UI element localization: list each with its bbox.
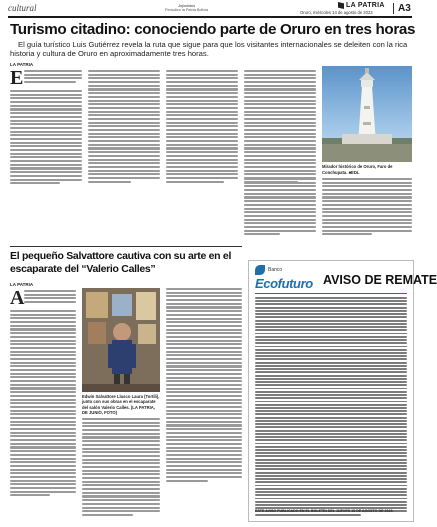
- second-headline: El pequeño Salvattore cautiva con su arte en el escaparate del “Valerio Calles”: [10, 250, 232, 275]
- main-headline: Turismo citadino: conociendo parte de Oruro en tres horas: [10, 21, 416, 38]
- second-photo-caption: Edwin Salvattore Llusco Laura (Tortili), junto con sus obras en el escaparate del salón Valerio Calles. (LA PATRIA, DE JUNIO, FOTO): [82, 394, 160, 416]
- ad-bank-label: Banco: [268, 267, 283, 273]
- ad-body: [255, 297, 407, 516]
- main-col-3: [166, 70, 238, 183]
- brand-block: [165, 3, 208, 12]
- ecofuturo-leaf-icon: [255, 265, 265, 275]
- main-col-4b: [244, 178, 316, 235]
- dateline: Oruro, miércoles 14 de agosto de 2023: [300, 10, 373, 15]
- main-col-5: [322, 178, 412, 235]
- ad-footer: ESTE AVISO PUBLICADO EN EL BOLETÍN DEL JUEVES 15 DE AGOSTO DE 2023.: [255, 509, 394, 513]
- main-deck: El guía turístico Luis Gutiérrez revela la ruta que sigue para que los visitantes internacionales se deleiten con la rica historia y cultura de Oruro en aproximadamente tres horas.: [10, 40, 408, 58]
- main-col-1b: [10, 90, 82, 184]
- second-photo: [82, 288, 160, 392]
- artist-photo-icon: [82, 288, 160, 392]
- section-label: cultural: [8, 3, 37, 13]
- second-byline: LA PATRIA: [10, 282, 34, 287]
- main-col-1: [24, 70, 82, 83]
- second-col-1: [10, 310, 76, 496]
- newspaper-logo: [338, 2, 385, 9]
- flag-icon: [338, 2, 344, 9]
- section-divider: [10, 246, 242, 247]
- main-photo: [322, 66, 412, 162]
- ad-title-rule: [255, 293, 407, 294]
- second-col-3: [166, 288, 242, 482]
- main-col-2: [88, 70, 160, 183]
- header-rule: [8, 16, 412, 18]
- ad-title: AVISO DE REMATE: [323, 273, 437, 287]
- newspaper-name: LA PATRIA: [346, 2, 385, 9]
- lighthouse-photo-icon: [322, 66, 412, 162]
- brand-top: Jojodatos: [177, 3, 196, 8]
- main-photo-caption: Mirador histórico de Oruro, Faro de Conchupata. ■EDL: [322, 164, 393, 175]
- ad-bank-name: Ecofuturo: [255, 276, 313, 291]
- remate-ad: [248, 260, 437, 522]
- main-col-4: [244, 70, 316, 183]
- second-col-1a: [24, 290, 76, 303]
- second-drop-cap: A: [10, 287, 25, 309]
- brand-sub: Periodico la Patria Bolivia: [165, 8, 209, 12]
- main-byline: LA PATRIA: [10, 62, 34, 67]
- second-col-2b: [82, 418, 160, 516]
- main-drop-cap: E: [10, 67, 24, 89]
- ad-logo: [255, 265, 325, 295]
- page-number: A3: [393, 3, 411, 14]
